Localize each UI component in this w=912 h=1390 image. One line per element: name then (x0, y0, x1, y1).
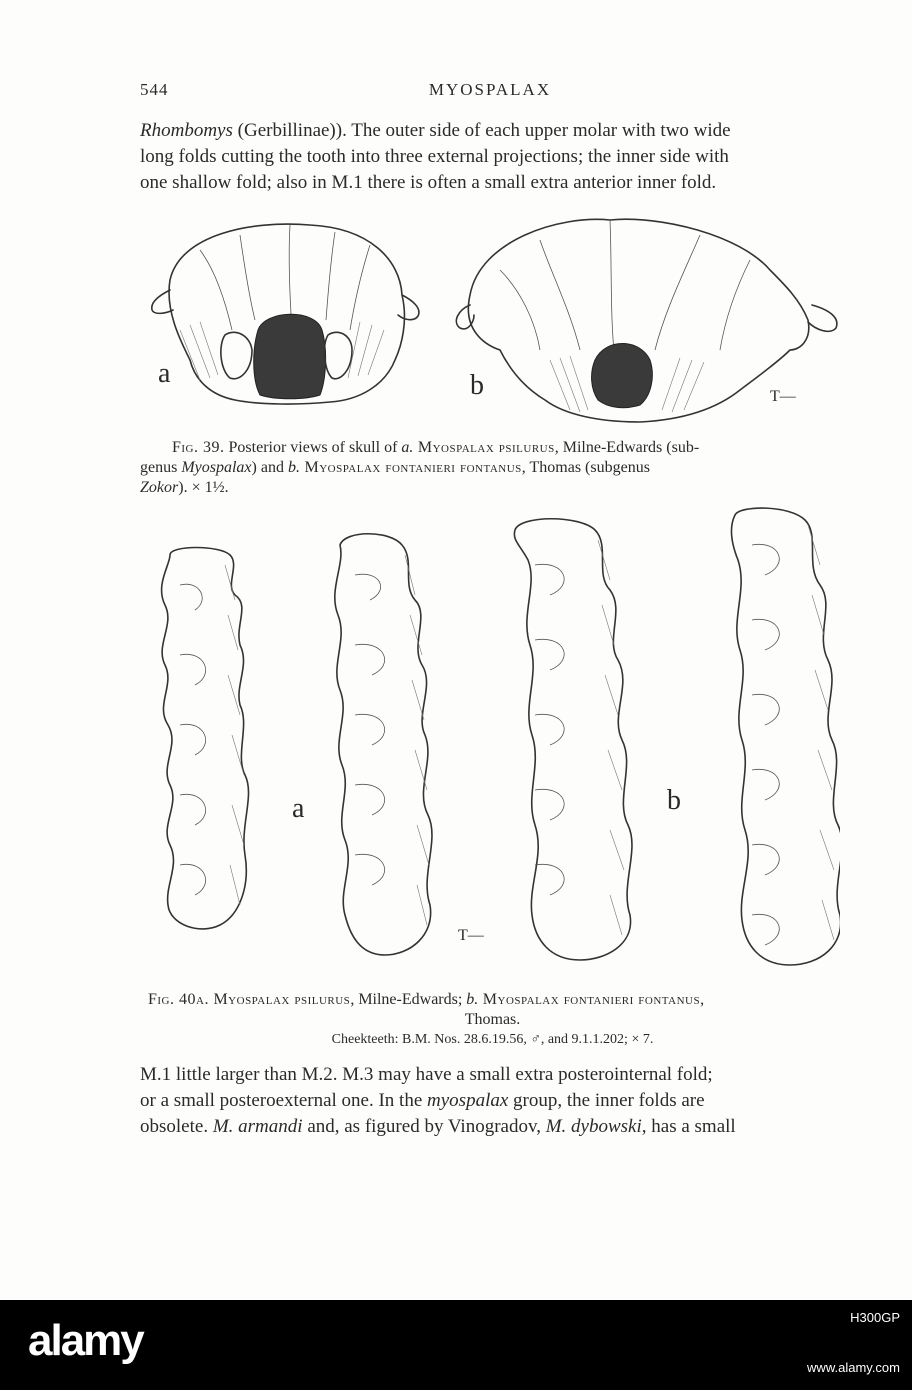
closing-line-2 (140, 1088, 843, 1114)
alamy-logo: alamy (28, 1316, 143, 1365)
running-title: MYOSPALAX (428, 80, 552, 99)
caption-text: , Milne-Edwards (sub- (554, 439, 700, 456)
caption-text: , Thomas (subgenus (521, 459, 650, 476)
caption-39-line-1 (172, 438, 844, 458)
closing-text: or a small posteroexternal one. In the (140, 1090, 428, 1111)
page-number: 544 (140, 80, 169, 99)
stock-footer-bar (0, 1300, 912, 1390)
figure-39-caption-cont (140, 458, 845, 498)
closing-line-3 (140, 1114, 843, 1140)
running-head (140, 80, 840, 104)
tooth-row-a1 (162, 548, 249, 929)
tooth-row-a2 (335, 534, 432, 955)
tooth-row-b2 (732, 508, 840, 965)
figure-39 (140, 210, 840, 440)
closing-italic: M. dybowski (545, 1116, 642, 1137)
caption-letter: a. (401, 439, 414, 456)
intro-line-3: one shallow fold; also in M.1 there is often a small extra anterior inner fold. (140, 172, 717, 193)
cheekteeth-drawings (140, 505, 840, 985)
tooth-row-b1 (514, 519, 632, 960)
figure-40-caption-cont (140, 1010, 845, 1050)
caption-text: ) and (251, 459, 288, 476)
closing-text: group, the inner folds are (508, 1090, 705, 1111)
closing-line-1: M.1 little larger than M.2. M.3 may have a small extra posterointernal fold; (140, 1064, 713, 1085)
caption-text: , (700, 991, 705, 1008)
caption-species: Myospalax psilurus (208, 991, 351, 1008)
caption-text: ). × 1½. (178, 479, 229, 496)
figure-39-label-b: b (470, 370, 484, 401)
intro-paragraph (140, 118, 843, 196)
caption-fig-number: Fig. 39. (172, 439, 225, 456)
figure-40 (140, 505, 840, 985)
closing-text: , has a small (641, 1116, 736, 1137)
image-code: H300GP (850, 1310, 900, 1325)
figure-39-label-a: a (158, 358, 171, 389)
caption-species: Myospalax fontanieri fontanus (299, 459, 522, 476)
caption-species: Myospalax fontanieri fontanus (478, 991, 701, 1008)
caption-39-line-3 (140, 478, 845, 498)
closing-italic: myospalax (427, 1090, 509, 1111)
caption-text: genus (140, 459, 182, 476)
caption-40-line-2: Thomas. (464, 1011, 521, 1028)
intro-line-2: long folds cutting the tooth into three external projections; the inner side with (140, 146, 729, 167)
caption-letter: b. (287, 459, 300, 476)
closing-text: obsolete. (140, 1116, 213, 1137)
skull-drawings (140, 210, 840, 440)
intro-text: (Gerbillinae)). The outer side of each upper molar with two wide (232, 120, 731, 141)
caption-species: Myospalax psilurus (413, 439, 555, 456)
closing-italic: M. armandi (212, 1116, 303, 1137)
caption-40-line-1 (148, 990, 848, 1010)
footer-url: www.alamy.com (807, 1360, 900, 1375)
caption-subgenus: Myospalax (181, 459, 252, 476)
closing-text: and, as figured by Vinogradov, (302, 1116, 546, 1137)
closing-paragraph (140, 1062, 843, 1140)
intro-line-1 (140, 118, 843, 144)
caption-fig-number: Fig. 40a. (148, 991, 209, 1008)
caption-text: , Milne-Edwards; (350, 991, 467, 1008)
figure-39-caption (172, 438, 844, 458)
figure-40-label-b: b (667, 785, 681, 816)
caption-39-line-2 (140, 458, 845, 478)
caption-subgenus: Zokor (140, 479, 179, 496)
caption-40-line-3: Cheekteeth: B.M. Nos. 28.6.19.56, ♂, and 9.1.1.202; × 7. (331, 1032, 654, 1047)
figure-40-caption (148, 990, 848, 1010)
caption-text: Posterior views of skull of (224, 439, 402, 456)
figure-40-label-a: a (292, 793, 305, 824)
artist-signature-mark: T— (770, 388, 796, 405)
caption-letter: b. (466, 991, 479, 1008)
genus-name: Rhombomys (140, 120, 233, 141)
artist-signature-mark: T— (458, 927, 484, 944)
skull-a-illustration (152, 224, 419, 404)
